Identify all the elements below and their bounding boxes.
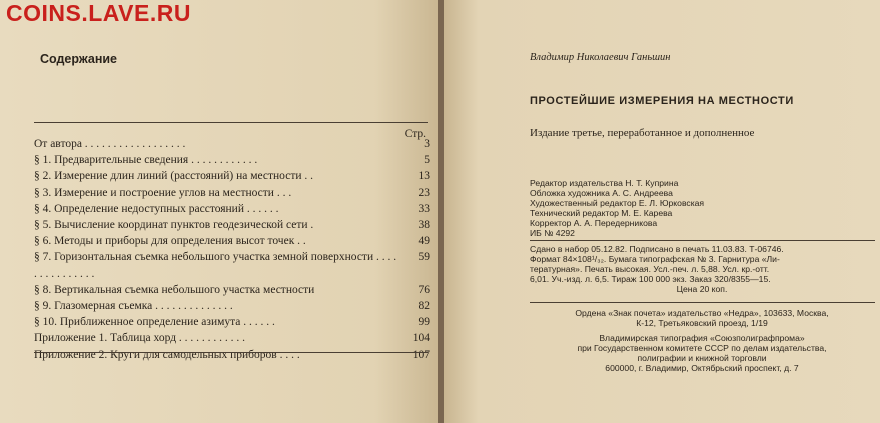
- print-info-line: 6,01. Уч.-изд. л. 6,5. Тираж 100 000 экз. Заказ 320/8355—15.: [530, 274, 771, 284]
- toc-entry-title: § 8. Вертикальная съемка небольшого участка местности: [34, 283, 315, 296]
- toc-entry: [34, 298, 430, 314]
- toc-entry-title: § 9. Глазомерная съемка . . . . . . . . . . . . . .: [34, 300, 233, 313]
- right-page: [444, 0, 880, 423]
- toc-entry-page: 23: [418, 186, 430, 199]
- publisher-line: Ордена «Знак почета» издательство «Недра», 103633, Москва,: [575, 308, 829, 318]
- toc-heading: Содержание: [40, 52, 118, 66]
- toc-entry: [34, 233, 430, 249]
- print-info-bottom-rule: [530, 302, 875, 303]
- toc-entry: [34, 152, 430, 168]
- credit-line: Обложка художника А. С. Андреева: [530, 188, 673, 198]
- print-info-line: Цена 20 коп.: [676, 284, 728, 294]
- toc-entry-page: 5: [424, 154, 430, 167]
- toc-entry: [34, 347, 430, 363]
- print-info-block: [530, 244, 874, 294]
- credits-block: [530, 178, 704, 238]
- printer-line: Владимирская типография «Союзполиграфпрома»: [599, 333, 805, 343]
- toc-top-rule: [34, 122, 428, 123]
- toc-entry-title: § 7. Горизонтальная съемка небольшого участка земной поверхности . . . . . . . . . . . . . . .: [34, 251, 397, 280]
- printer-line: 600000, г. Владимир, Октябрьский проспект, д. 7: [605, 363, 799, 373]
- print-info-line: тературная». Печать высокая. Усл.-печ. л. 5,88. Усл. кр.-отт.: [530, 264, 770, 274]
- credit-line: Технический редактор М. Е. Карева: [530, 208, 673, 218]
- toc-entry-page: 33: [418, 202, 430, 215]
- toc-entry: [34, 136, 430, 152]
- toc-entry: [34, 168, 430, 184]
- printer-line: полиграфии и книжной торговли: [637, 353, 767, 363]
- toc-entry: [34, 282, 430, 298]
- credit-line: Художественный редактор Е. Л. Юрковская: [530, 198, 705, 208]
- toc-entry-title: § 1. Предварительные сведения . . . . . . . . . . . .: [34, 154, 258, 167]
- print-info-top-rule: [530, 240, 875, 241]
- toc-entry-page: 104: [412, 332, 430, 345]
- toc-entry-title: § 3. Измерение и построение углов на местности . . .: [34, 186, 292, 199]
- toc-entry-page: 59: [418, 251, 430, 264]
- toc-entry-page: 76: [418, 283, 430, 296]
- credit-line: Корректор А. А. Передерникова: [530, 218, 658, 228]
- toc-rows: [34, 126, 430, 363]
- toc-entry-title: § 2. Измерение длин линий (расстояний) на местности . .: [34, 170, 313, 183]
- toc-entry: [34, 201, 430, 217]
- toc-entry-title: § 5. Вычисление координат пунктов геодезической сети .: [34, 219, 314, 232]
- toc-entry: [34, 185, 430, 201]
- toc-entry: [34, 314, 430, 330]
- credit-line: ИБ № 4292: [530, 228, 575, 238]
- toc-entry-title: Приложение 1. Таблица хорд . . . . . . . . . . . .: [34, 332, 246, 345]
- toc-entry-page: 99: [418, 316, 430, 329]
- toc-entry-page: 82: [418, 300, 430, 313]
- table-of-contents: [34, 126, 430, 363]
- publisher-line: К-12, Третьяковский проезд, 1/19: [636, 318, 768, 328]
- toc-entry-page: 38: [418, 219, 430, 232]
- toc-entry-title: От автора . . . . . . . . . . . . . . . . . .: [34, 138, 186, 150]
- author-name: Владимир Николаевич Ганьшин: [530, 52, 671, 63]
- toc-entry-page: 3: [424, 138, 430, 150]
- printer-block: [530, 333, 874, 373]
- print-info-line: Сдано в набор 05.12.82. Подписано в печать 11.03.83. Т-06746.: [530, 244, 784, 254]
- site-watermark: COINS.LAVE.RU: [6, 0, 191, 26]
- publisher-block: [530, 308, 874, 328]
- toc-entry-title: § 6. Методы и приборы для определения высот точек . .: [34, 235, 306, 248]
- edition-note: Издание третье, переработанное и дополненное: [530, 127, 755, 139]
- toc-entry-title: Приложение 2. Круги для самодельных приборов . . . .: [34, 348, 300, 361]
- toc-entry-page: 49: [418, 235, 430, 248]
- toc-bottom-rule: [34, 352, 428, 353]
- toc-entry-title: § 10. Приближенное определение азимута . . . . . .: [34, 316, 275, 329]
- credit-line: Редактор издательства Н. Т. Куприна: [530, 178, 679, 188]
- toc-entry: [34, 249, 430, 281]
- toc-entry: [34, 330, 430, 346]
- toc-entry: [34, 217, 430, 233]
- toc-entry-page: 107: [412, 348, 430, 361]
- page-column-label: Стр.: [404, 128, 426, 140]
- print-info-line: Формат 84×108¹/₃₂. Бумага типографская № 3. Гарнитура «Ли-: [530, 254, 780, 264]
- toc-entry-title: § 4. Определение недоступных расстояний . . . . . .: [34, 202, 279, 215]
- printer-line: при Государственном комитете СССР по делам издательства,: [577, 343, 827, 353]
- book-title: ПРОСТЕЙШИЕ ИЗМЕРЕНИЯ НА МЕСТНОСТИ: [530, 95, 794, 107]
- toc-entry-page: 13: [418, 170, 430, 183]
